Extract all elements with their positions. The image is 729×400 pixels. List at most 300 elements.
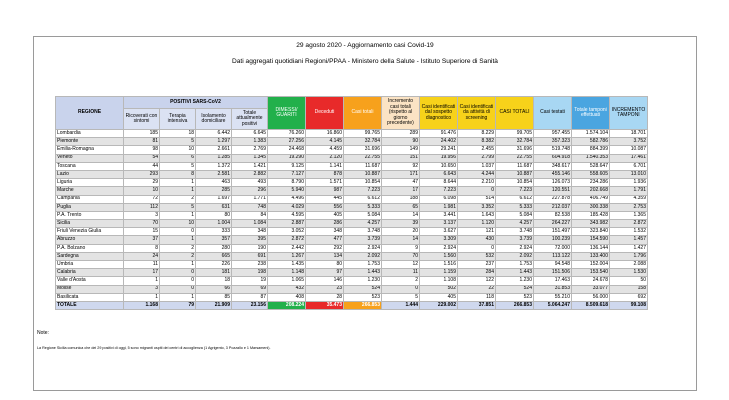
region-cell: Sardegna (56, 252, 124, 260)
value-cell: 22.755 (496, 154, 534, 162)
value-cell: 47 (382, 179, 420, 187)
value-cell: 1.383 (232, 138, 268, 146)
value-cell: 18 (160, 130, 196, 138)
value-cell: 1 (160, 236, 196, 244)
region-cell: Calabria (56, 269, 124, 277)
value-cell: 957.455 (534, 130, 572, 138)
value-cell: 5 (382, 293, 420, 301)
value-cell: 16.860 (306, 130, 344, 138)
value-cell: 1.560 (420, 252, 458, 260)
value-cell: 11.687 (496, 162, 534, 170)
value-cell: 19 (232, 277, 268, 285)
value-cell: 2.120 (306, 154, 344, 162)
region-cell: Friuli Venezia Giulia (56, 228, 124, 236)
value-cell: 133.400 (572, 252, 610, 260)
value-cell: 1.345 (232, 154, 268, 162)
value-cell: 878 (306, 170, 344, 178)
value-cell: 198 (232, 269, 268, 277)
value-cell: 631 (196, 203, 232, 211)
value-cell: 72 (124, 195, 160, 203)
value-cell: 3.748 (496, 228, 534, 236)
value-cell: 8.644 (420, 179, 458, 187)
value-cell: 13.010 (610, 170, 648, 178)
value-cell: 3.441 (420, 211, 458, 219)
value-cell: 37.851 (458, 301, 496, 309)
value-cell: 2.872 (268, 236, 306, 244)
header-totale-positivi: Totale attualmente positivi (232, 109, 268, 130)
value-cell: 514 (458, 195, 496, 203)
table-row (56, 130, 648, 138)
value-cell: 19.290 (268, 154, 306, 162)
value-cell: 343.982 (572, 220, 610, 228)
value-cell: 0 (160, 228, 196, 236)
page-subtitle: Dati aggregati quotidiani Regioni/PPAA - Ministero della Salute - Istituto Superiore di Sanità (232, 58, 498, 65)
value-cell: 91.476 (420, 130, 458, 138)
value-cell: 2.210 (458, 179, 496, 187)
value-cell: 2 (160, 252, 196, 260)
value-cell: 9.125 (268, 162, 306, 170)
value-cell: 79 (160, 301, 196, 309)
region-cell: Piemonte (56, 138, 124, 146)
value-cell: 31.696 (344, 146, 382, 154)
value-cell: 430 (458, 236, 496, 244)
value-cell: 333 (196, 228, 232, 236)
table-row (56, 293, 648, 301)
table-row (56, 277, 648, 285)
value-cell: 10 (160, 220, 196, 228)
value-cell: 113.122 (534, 252, 572, 260)
value-cell: 1.427 (610, 244, 648, 252)
value-cell: 82.538 (534, 211, 572, 219)
value-cell: 100.239 (534, 236, 572, 244)
value-cell: 80 (196, 211, 232, 219)
value-cell: 395 (232, 236, 268, 244)
value-cell: 5.084 (496, 211, 534, 219)
value-cell: 234.286 (572, 179, 610, 187)
value-cell: 226 (196, 261, 232, 269)
value-cell: 212.037 (534, 203, 572, 211)
value-cell: 1.120 (458, 220, 496, 228)
value-cell: 6.643 (420, 170, 458, 178)
value-cell: 987 (306, 187, 344, 195)
header-terapia: Terapia intensiva (160, 109, 196, 130)
value-cell: 2.799 (458, 154, 496, 162)
value-cell: 1.516 (420, 261, 458, 269)
value-cell: 0 (458, 244, 496, 252)
value-cell: 151 (382, 154, 420, 162)
value-cell: 99.108 (610, 301, 648, 309)
table-row (56, 179, 648, 187)
table-row (56, 203, 648, 211)
value-cell: 293 (124, 170, 160, 178)
value-cell: 5.064.247 (534, 301, 572, 309)
value-cell: 85 (196, 293, 232, 301)
value-cell: 7.127 (268, 170, 306, 178)
region-cell: Sicilia (56, 220, 124, 228)
value-cell: 185 (124, 130, 160, 138)
region-cell: P.A. Trento (56, 211, 124, 219)
value-cell: 11.687 (344, 162, 382, 170)
value-cell: 28 (306, 293, 344, 301)
header-casi-screening: Casi identificati da attività di screening (458, 97, 496, 130)
region-cell: Toscana (56, 162, 124, 170)
value-cell: 3.739 (344, 236, 382, 244)
value-cell: 6.612 (496, 195, 534, 203)
value-cell: 1.141 (306, 162, 344, 170)
value-cell: 5.940 (268, 187, 306, 195)
value-cell: 3 (124, 285, 160, 293)
header-deceduti: Deceduti (306, 97, 344, 130)
region-cell: Lombardia (56, 130, 124, 138)
value-cell: 445 (306, 195, 344, 203)
value-cell: 15 (124, 228, 160, 236)
value-cell: 3.627 (420, 228, 458, 236)
value-cell: 55.210 (534, 293, 572, 301)
value-cell: 10.087 (610, 146, 648, 154)
value-cell: 264.227 (534, 220, 572, 228)
value-cell: 665 (196, 252, 232, 260)
value-cell: 493 (232, 179, 268, 187)
total-row (56, 301, 648, 309)
value-cell: 1.796 (610, 252, 648, 260)
value-cell: 884.399 (572, 146, 610, 154)
value-cell: 405 (306, 211, 344, 219)
value-cell: 92 (382, 162, 420, 170)
header-positivi-group: POSITIVI SARS-CoV2 (124, 97, 268, 109)
value-cell: 1.753 (496, 261, 534, 269)
value-cell: 84 (232, 211, 268, 219)
value-cell: 18 (196, 277, 232, 285)
value-cell: 1.571 (306, 179, 344, 187)
value-cell: 181 (196, 269, 232, 277)
value-cell: 357.323 (534, 138, 572, 146)
value-cell: 5.084 (344, 211, 382, 219)
value-cell: 1.267 (268, 252, 306, 260)
value-cell: 8 (160, 170, 196, 178)
value-cell: 463 (196, 179, 232, 187)
value-cell: 502 (420, 285, 458, 293)
value-cell: 1 (160, 211, 196, 219)
value-cell: 12 (382, 261, 420, 269)
value-cell: 5.333 (344, 203, 382, 211)
value-cell: 2 (160, 195, 196, 203)
value-cell: 188 (382, 195, 420, 203)
value-cell: 532 (458, 252, 496, 260)
value-cell: 208.224 (268, 301, 306, 309)
region-cell: TOTALE (56, 301, 124, 309)
value-cell: 357 (196, 236, 232, 244)
value-cell: 229.002 (420, 301, 458, 309)
value-cell: 0 (382, 285, 420, 293)
value-cell: 4.244 (458, 170, 496, 178)
header-ricoverati: Ricoverati con sintomi (124, 109, 160, 130)
value-cell: 348 (306, 228, 344, 236)
value-cell: 10 (124, 187, 160, 195)
value-cell: 582.786 (572, 138, 610, 146)
value-cell: 22 (458, 285, 496, 293)
value-cell: 227.878 (534, 195, 572, 203)
value-cell: 65 (382, 203, 420, 211)
value-cell: 1.771 (232, 195, 268, 203)
value-cell: 69 (232, 285, 268, 293)
value-cell: 154.590 (572, 236, 610, 244)
value-cell: 10.854 (344, 179, 382, 187)
value-cell: 76.260 (268, 130, 306, 138)
region-cell: P.A. Bolzano (56, 244, 124, 252)
value-cell: 5.333 (496, 203, 534, 211)
value-cell: 1.065 (268, 277, 306, 285)
value-cell: 10.887 (496, 170, 534, 178)
value-cell: 528.647 (572, 162, 610, 170)
value-cell: 5 (160, 162, 196, 170)
value-cell: 1.540.353 (572, 154, 610, 162)
value-cell: 33.077 (572, 285, 610, 293)
value-cell: 8.509.618 (572, 301, 610, 309)
value-cell: 2 (160, 244, 196, 252)
table-row (56, 146, 648, 154)
table-row (56, 187, 648, 195)
value-cell: 1.530 (610, 269, 648, 277)
value-cell: 238 (232, 261, 268, 269)
data-table (55, 96, 648, 310)
value-cell: 6.645 (232, 130, 268, 138)
region-cell: Campania (56, 195, 124, 203)
region-cell: Veneto (56, 154, 124, 162)
value-cell: 4.257 (496, 220, 534, 228)
value-cell: 121 (458, 228, 496, 236)
value-cell: 4.359 (610, 195, 648, 203)
header-dimessi: DIMESSI/ GUARITI (268, 97, 306, 130)
value-cell: 1 (160, 187, 196, 195)
value-cell: 1.285 (196, 154, 232, 162)
value-cell: 126.073 (534, 179, 572, 187)
value-cell: 477 (306, 236, 344, 244)
value-cell: 17 (124, 269, 160, 277)
value-cell: 31.853 (534, 285, 572, 293)
value-cell: 153.540 (572, 269, 610, 277)
table-row (56, 220, 648, 228)
value-cell: 3.052 (268, 228, 306, 236)
value-cell: 2.882 (232, 170, 268, 178)
header-tamponi: Totale tamponi effettuati (572, 97, 610, 130)
value-cell: 122 (458, 277, 496, 285)
value-cell: 4.029 (268, 203, 306, 211)
value-cell: 3.752 (610, 138, 648, 146)
value-cell: 1 (124, 293, 160, 301)
value-cell: 2.887 (268, 220, 306, 228)
region-cell: Emilia-Romagna (56, 146, 124, 154)
value-cell: 21.909 (196, 301, 232, 309)
value-cell: 4.145 (306, 138, 344, 146)
value-cell: 112 (124, 203, 160, 211)
value-cell: 748 (232, 203, 268, 211)
value-cell: 432 (268, 285, 306, 293)
value-cell: 558.605 (572, 170, 610, 178)
value-cell: 0 (160, 269, 196, 277)
value-cell: 17 (382, 187, 420, 195)
value-cell: 24.468 (268, 146, 306, 154)
value-cell: 14 (382, 236, 420, 244)
value-cell: 202.668 (572, 187, 610, 195)
value-cell: 292 (306, 244, 344, 252)
value-cell: 1.443 (496, 269, 534, 277)
region-cell: Liguria (56, 179, 124, 187)
value-cell: 20 (382, 228, 420, 236)
value-cell: 6.098 (420, 195, 458, 203)
value-cell: 98 (124, 146, 160, 154)
value-cell: 3.137 (420, 220, 458, 228)
value-cell: 405 (420, 293, 458, 301)
value-cell: 3 (124, 211, 160, 219)
value-cell: 151.506 (534, 269, 572, 277)
value-cell: 1.574.104 (572, 130, 610, 138)
value-cell: 19.956 (420, 154, 458, 162)
table-row (56, 261, 648, 269)
value-cell: 24.402 (420, 138, 458, 146)
value-cell: 2.088 (610, 261, 648, 269)
value-cell: 1.230 (496, 277, 534, 285)
value-cell: 523 (344, 293, 382, 301)
value-cell: 90 (382, 138, 420, 146)
value-cell: 524 (496, 285, 534, 293)
header-casi-testati: Casi testati (534, 97, 572, 130)
value-cell: 66 (196, 285, 232, 293)
value-cell: 32.784 (496, 138, 534, 146)
value-cell: 11 (124, 261, 160, 269)
value-cell: 39 (382, 220, 420, 228)
value-cell: 0 (160, 277, 196, 285)
value-cell: 3.739 (496, 236, 534, 244)
value-cell: 3.309 (420, 236, 458, 244)
region-cell: Valle d'Aosta (56, 277, 124, 285)
region-cell: Lazio (56, 170, 124, 178)
value-cell: 5 (160, 203, 196, 211)
value-cell: 300.338 (572, 203, 610, 211)
value-cell: 8.229 (458, 130, 496, 138)
table-row (56, 195, 648, 203)
value-cell: 1.159 (420, 269, 458, 277)
value-cell: 70 (382, 252, 420, 260)
value-cell: 11 (382, 269, 420, 277)
value-cell: 323.840 (572, 228, 610, 236)
value-cell: 44 (124, 162, 160, 170)
value-cell: 523 (496, 293, 534, 301)
value-cell: 7.223 (420, 187, 458, 195)
value-cell: 10.650 (420, 162, 458, 170)
value-cell: 1.421 (232, 162, 268, 170)
value-cell: 171 (382, 170, 420, 178)
value-cell: 4.595 (268, 211, 306, 219)
value-cell: 348.617 (534, 162, 572, 170)
value-cell: 120.551 (534, 187, 572, 195)
value-cell: 604.918 (534, 154, 572, 162)
value-cell: 190 (232, 244, 268, 252)
value-cell: 94.548 (534, 261, 572, 269)
value-cell: 18.701 (610, 130, 648, 138)
value-cell: 14 (382, 211, 420, 219)
header-casi-totali-2: CASI TOTALI (496, 97, 534, 130)
value-cell: 10 (160, 146, 196, 154)
table-row (56, 154, 648, 162)
value-cell: 1.643 (458, 211, 496, 219)
table-row (56, 228, 648, 236)
value-cell: 1 (160, 179, 196, 187)
value-cell: 10.887 (344, 170, 382, 178)
value-cell: 152.004 (572, 261, 610, 269)
value-cell: 136.144 (572, 244, 610, 252)
value-cell: 23.156 (232, 301, 268, 309)
value-cell: 1.372 (196, 162, 232, 170)
value-cell: 692 (610, 293, 648, 301)
value-cell: 1.084 (232, 220, 268, 228)
value-cell: 2.924 (496, 244, 534, 252)
value-cell: 99.765 (344, 130, 382, 138)
page-title: 29 agosto 2020 - Aggiornamento casi Covid-19 (296, 42, 434, 49)
table-row (56, 285, 648, 293)
value-cell: 10.854 (496, 179, 534, 187)
header-incremento-tamponi: INCREMENTO TAMPONI (610, 97, 648, 130)
value-cell: 1.936 (610, 179, 648, 187)
value-cell: 2.092 (344, 252, 382, 260)
value-cell: 0 (160, 285, 196, 293)
value-cell: 4.257 (344, 220, 382, 228)
value-cell: 285 (196, 187, 232, 195)
value-cell: 8.382 (458, 138, 496, 146)
value-cell: 2.661 (196, 146, 232, 154)
value-cell: 37 (124, 236, 160, 244)
value-cell: 6.701 (610, 162, 648, 170)
value-cell: 289 (382, 130, 420, 138)
value-cell: 286 (306, 220, 344, 228)
value-cell: 56.000 (572, 293, 610, 301)
value-cell: 185.428 (572, 211, 610, 219)
table-row (56, 236, 648, 244)
value-cell: 151.497 (534, 228, 572, 236)
value-cell: 4.496 (268, 195, 306, 203)
value-cell: 1.148 (268, 269, 306, 277)
value-cell: 266.853 (496, 301, 534, 309)
value-cell: 80 (306, 261, 344, 269)
value-cell: 1 (160, 293, 196, 301)
value-cell: 146 (306, 277, 344, 285)
value-cell: 556 (306, 203, 344, 211)
value-cell: 2.753 (610, 203, 648, 211)
value-cell: 237 (458, 261, 496, 269)
table-row (56, 252, 648, 260)
value-cell: 280 (196, 244, 232, 252)
value-cell: 1.435 (268, 261, 306, 269)
value-cell: 23 (306, 285, 344, 293)
table-row (56, 269, 648, 277)
region-cell: Puglia (56, 203, 124, 211)
value-cell: 1.444 (382, 301, 420, 309)
region-cell: Umbria (56, 261, 124, 269)
header-regione: REGIONE (56, 97, 124, 130)
value-cell: 149 (382, 146, 420, 154)
value-cell: 2.442 (268, 244, 306, 252)
value-cell: 134 (306, 252, 344, 260)
value-cell: 1.981 (420, 203, 458, 211)
value-cell: 7.223 (496, 187, 534, 195)
region-cell: Molise (56, 285, 124, 293)
value-cell: 2.581 (196, 170, 232, 178)
table-row (56, 170, 648, 178)
value-cell: 81 (124, 138, 160, 146)
value-cell: 1.532 (610, 228, 648, 236)
value-cell: 24 (124, 252, 160, 260)
region-cell: Marche (56, 187, 124, 195)
value-cell: 50 (610, 277, 648, 285)
